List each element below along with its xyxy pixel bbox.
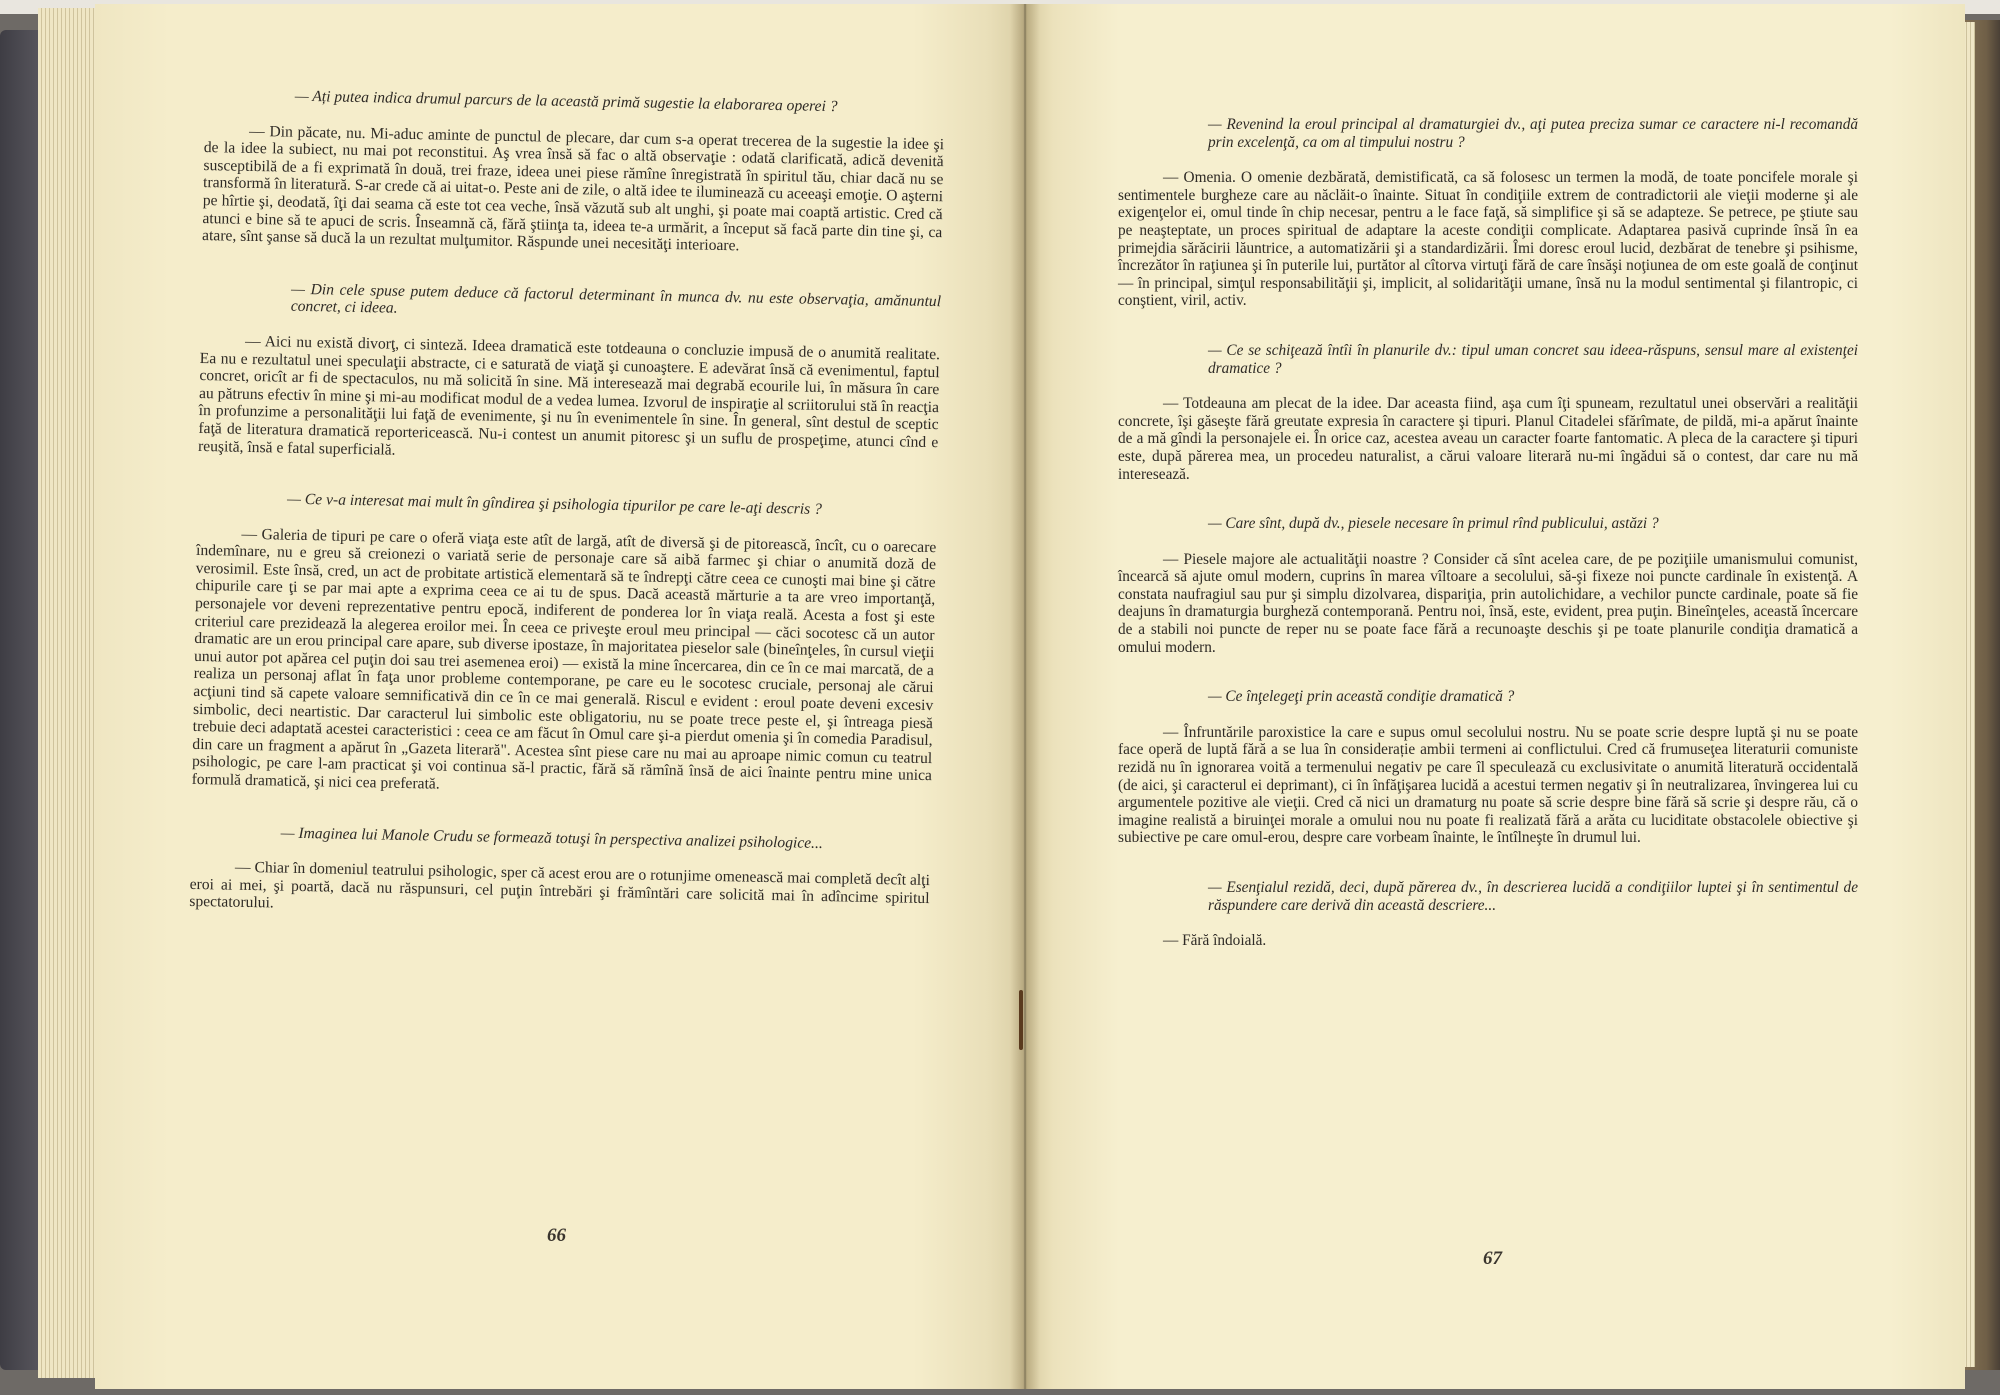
question-7: — Care sînt, după dv., piesele necesare în primul rînd publicului, astăzi ? [1208,515,1659,533]
answer-6: — Totdeauna am plecat de la idee. Dar aceasta fiind, aşa cum îţi spuneam, rezultatul unei observări a realităţii concrete, îşi găseşte fără greutate expresia în caractere şi tipuri. Planul Citadelei sfărîmate, de pildă, mi-a apărut înainte de a mă gîndi la personajele ei. În orice caz, acestea aveau un caracter foarte fantomatic. A pleca de la caractere şi tipuri este, după părerea mea, un procedeu naturalist, a cărui valoare literară nu-mi îngădui să o contest, dar care nu mă interesează. [1118,395,1858,483]
answer-7: — Piesele majore ale actualităţii noastre ? Consider că sînt acelea care, de pe poziţiile umanismului comunist, încearcă să ajute omul modern, cuprins în marea vîltoare a secolului, să-şi fixeze noi puncte cardinale în existenţă. A constata naufragiul sau pur şi simplu dizolvarea, dispariţia, prin autolichidare, a vechilor puncte cardinale, poate să fie deajuns în dramaturgia burgheză contemporană. Pentru noi, însă, este, evident, prea puţin. Bineînţeles, această încercare de a stabili noi puncte de reper nu se poate face fără a recunoaşte deschis şi pe toate planurile condiţia dramatică a omului modern. [1118,550,1858,656]
answer-2: — Aici nu există divorţ, ci sinteză. Ideea dramatică este totdeauna o concluzie impusă de o anumită realitate. Ea nu e rezultatul unei speculaţii abstracte, ci e saturată de viaţă şi cunoaştere. E adevărat însă că evenimentul, faptul concret, oricît ar fi de spectaculos, nu mă solicită în sine. Mă interesează mai degrabă ecourile lui, în măsura în care au pătruns efectiv în mine şi mi-au modificat modul de a vedea lumea. Izvorul de inspiraţie al scriitorului stă în reacţia în profunzime a personalităţii lui faţă de evenimente, şi nu în evenimentele în sine. În general, sînt destul de sceptic faţă de literatura dramatică reportericească. Nu-i contest un anumit pitoresc şi un suflu de prospeţime, atunci cînd e reuşită, însă e fatal superficială. [197,332,941,459]
page-number-left: 66 [547,1225,566,1246]
answer-3: — Galeria de tipuri pe care o oferă viaţa este atît de largă, atît de diversă şi de pitorească, încît, cu o oarecare îndemînare, nu e greu să creionezi o variată serie de personaje care să aibă farmec şi chiar o anumită doză de verosimil. Este însă, cred, un act de probitate artistică elementară să te îndrepţi către ceea ce cunoşti mai bine şi către chipurile care ţi se par mai apte a exprima ceea ce ai tu de spus. Dacă această mărturie a ta are vreo importanţă, personajele vor deveni reprezentative pentru epocă, indiferent de ponderea lor în viaţa reală. Acesta a fost şi este criteriul care prezidează la alegerea eroilor mei. În ceea ce priveşte eroul meu principal — căci socotesc că un autor dramatic are un erou principal care apare, sub diverse ipostaze, în majoritatea pieselor sale (bineînţeles, în cursul vieţii unui autor pot apărea cel puţin doi sau trei asemenea eroi) — există la mine încercarea, din ce în ce mai marcată, de a realiza un personaj aflat în faţa unor probleme contemporane, pe care eu le socotesc cruciale, personaj ale cărui acţiuni tind să capete valoare semnificativă din ce în ce mai generală. Riscul e evident : eroul poate deveni excesiv simbolic, deci neartistic. Dar caracterul lui simbolic este obligatoriu, nu se poate trece peste el, şi întreaga piesă trebuie deci adaptată acestei caracteristici : ceea ce am făcut în Omul care şi-a pierdut omenia şi în comedia Paradisul, din care un fragment a apărut în „Gazeta literară". Acestea sînt piese care nu mai au aproape nimic comun cu teatrul psihologic, pe care l-am practicat şi voi continua să-l practic, fără să rămînă însă de aici înainte pentru mine unica formulă dramatică, şi nici cea preferată. [191,525,937,793]
gutter-thread-mark [1019,990,1023,1050]
page-number-right: 67 [1483,1248,1502,1269]
answer-8: — Înfruntările paroxistice la care e supus omul secolului nostru. Nu se poate scrie despre luptă şi nu se poate face operă de luptă fără a se lua în considerație ambii termeni ai conflictului. Cred că frumuseţea literaturii comuniste rezidă nu în ignorarea voită a termenului negativ pe care îl speculează cu exclusivitate o anumită literatură occidentală (de aici, şi caracterul ei deprimant), ci în înfăţişarea lucidă a acestui termen negativ şi în neutralizarea, învingerea lui cu argumentele pozitive ale vieţii. Cred că nici un dramaturg nu poate să scrie despre bine fără să scrie şi despre rău, că o imagine realistă a biruinţei morale a omului nou nu poate fi realizată fără a arăta cu luciditate obstacolele obiective şi subiective pe care omul-erou, despre care vorbeam înainte, le întîlneşte în drumul lui. [1118,723,1858,847]
answer-4: — Chiar în domeniul teatrului psihologic, sper că acest erou are o rotunjime omenească mai completă decît alţi eroi ai mei, şi poartă, dacă nu răspunsuri, cel puţin întrebări şi frămîntări care solicită mai în adîncime spiritul spectatorului. [189,858,931,912]
question-6: — Ce se schiţează întîi în planurile dv.: tipul uman concret sau ideea-răspuns, sensul mare al existenţei dramatice ? [1208,341,1858,377]
question-8: — Ce înţelegeţi prin această condiţie dramatică ? [1208,688,1515,706]
question-2: — Din cele spuse putem deduce că factorul determinant în munca dv. nu este observaţia, amănuntul concret, ci ideea. [290,280,942,318]
book-gutter [1010,4,1040,1389]
answer-1: — Din păcate, nu. Mi-aduc aminte de punctul de plecare, dar cum s-a operat trecerea de la sugestie la idee şi de la idee la subiect, nu mai pot reconstitui. Aş vrea însă să fac o altă observaţie : odată clarificată, adică devenită susceptibilă de a fi exprimată în două, trei fraze, ideea unei piese rămîne înregistrată în spiritul tău, chiar dacă nu se transformă în literatură. S-ar crede că ai uitat-o. Peste ani de zile, o altă idee te iluminează cu aceeaşi emoţie. O aşterni pe hîrtie şi, deodată, îţi dai seama că este tot cea veche, însă văzută sub alt unghi, şi poate mai coaptă artistic. Cred că atunci e bine să te apuci de scris. Înseamnă că, fără ştiinţa ta, ideea te-a urmărit, a început să facă parte din tine şi, ca atare, sînt şanse să ducă la un rezultat mulţumitor. Răspunde unei necesităţi interioare. [201,122,945,255]
right-page-text [1118,116,1858,950]
left-page-text [189,86,945,925]
answer-9: — Fără îndoială. [1163,932,1267,950]
question-1: — Ați putea indica drumul parcurs de la această primă sugestie la elaborarea operei ? [294,87,838,116]
question-5: — Revenind la eroul principal al dramaturgiei dv., aţi putea preciza sumar ce caractere ni-l recomandă prin excelenţă, ca om al timpului nostru ? [1208,116,1858,151]
question-4: — Imaginea lui Manole Crudu se formează totuşi în perspectiva analizei psihologice... [280,824,824,852]
question-3: — Ce v-a interesat mai mult în gîndirea şi psihologia tipurilor pe care le-aţi descris ? [286,490,823,519]
answer-5: — Omenia. O omenie dezbărată, demistificată, ca să folosesc un termen la modă, de toate poncifele morale şi sentimentele burgheze care au năclăit-o înainte. Situat în condiţiile extrem de contradictorii ale vieţii moderne şi ale exigenţelor ei, omul tinde în chip necesar, pentru a le face faţă, să simplifice şi să se adapteze. Se petrece, pe ştiute sau pe neaşteptate, un proces spiritual de adaptare la aceste condiţii complicate. Adaptarea pasivă cuprinde însă în ea primejdia sărăcirii lăuntrice, a automatizării şi a standardizării. Îmi doresc eroul lucid, dezbărat de tenebre şi psihisme, încrezător în raţiunea şi în puterile lui, purtător al cîtorva virtuţi fără de care însăşi noţiunea de om este goală de conţinut — în principal, simţul responsabilităţii şi, implicit, al solidarităţii umane, însă nu la modul sentimental şi filantropic, ci conştient, viril, activ. [1118,169,1858,310]
question-9: — Esenţialul rezidă, deci, după părerea dv., în descrierea lucidă a condiţiilor luptei şi în sentimentul de răspundere care derivă din această descriere... [1208,879,1858,914]
